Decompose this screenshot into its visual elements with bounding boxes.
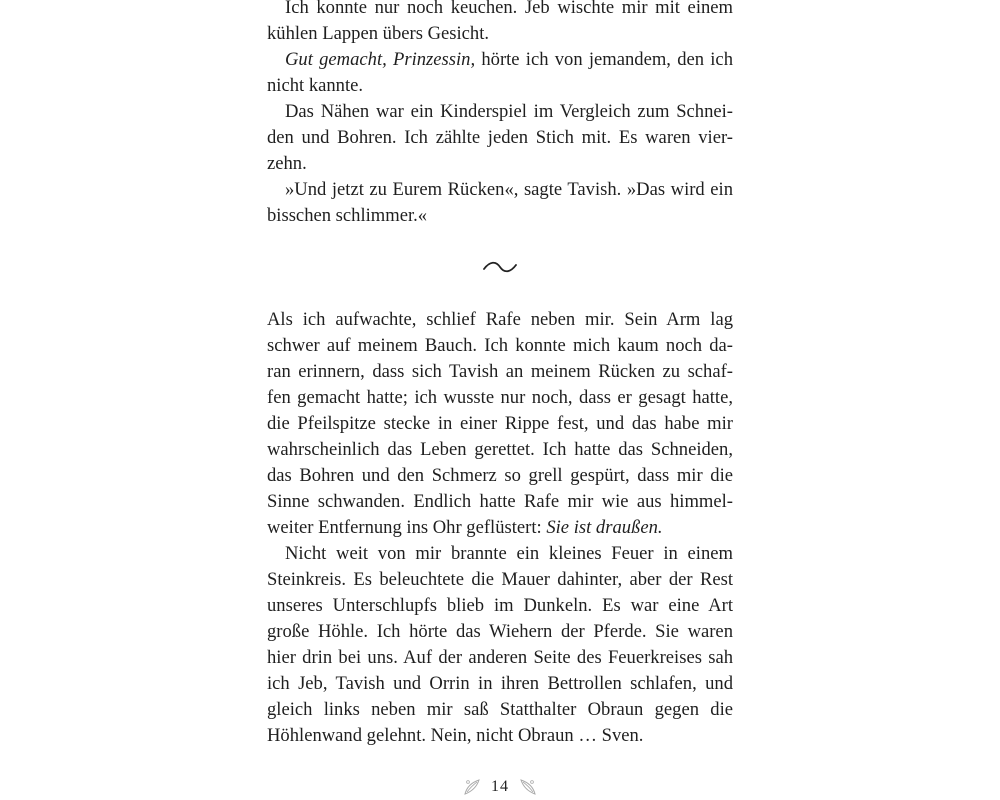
text-block-top: [267, 0, 733, 229]
text-line: [267, 619, 733, 645]
line-text: ran erinnern, dass sich Tavish an meinem Rücken zu schaf-: [267, 361, 733, 382]
text-line: [267, 307, 733, 333]
text-line: [267, 99, 733, 125]
line-text: unseres Unterschlupfs blieb im Dunkeln. Es war eine Art: [267, 595, 733, 616]
text-line: [267, 541, 733, 567]
page-footer: [0, 774, 1000, 800]
text-line: [267, 515, 733, 541]
text-line: [267, 73, 733, 99]
line-text: zehn.: [267, 153, 307, 174]
page-number: 14: [491, 778, 509, 795]
text-line: [267, 177, 733, 203]
line-text: schwer auf meinem Bauch. Ich konnte mich kaum noch da-: [267, 335, 733, 356]
line-text: gleich links neben mir saß Statthalter Obraun gegen die: [267, 699, 733, 720]
text-line: [267, 0, 733, 21]
line-text: Das Nähen war ein Kinderspiel im Vergleich zum Schnei-: [285, 101, 733, 122]
line-text: ich Jeb, Tavish und Orrin in ihren Bettrollen schlafen, und: [267, 673, 733, 694]
leaf-flourish-icon: [517, 776, 539, 798]
line-text: Steinkreis. Es beleuchtete die Mauer dahinter, aber der Rest: [267, 569, 733, 590]
text-line: [267, 151, 733, 177]
italic-text: Gut gemacht, Prinzessin,: [285, 49, 476, 70]
line-text: bisschen schlimmer.«: [267, 205, 428, 226]
line-text: große Höhle. Ich hörte das Wiehern der Pferde. Sie waren: [267, 621, 733, 642]
text-line: [267, 437, 733, 463]
tilde-ornament-icon: [482, 258, 518, 276]
text-line: [267, 203, 733, 229]
text-line: [267, 489, 733, 515]
line-text: hier drin bei uns. Auf der anderen Seite des Feuerkreises sah: [267, 647, 733, 668]
text-line: [267, 385, 733, 411]
text-line: [267, 47, 733, 73]
line-text: Höhlenwand gelehnt. Nein, nicht Obraun … Sven.: [267, 725, 644, 746]
text-line: [267, 21, 733, 47]
text-line: [267, 593, 733, 619]
text-line: [267, 333, 733, 359]
text-line: [267, 697, 733, 723]
line-text: Ich konnte nur noch keuchen. Jeb wischte mir mit einem: [285, 0, 733, 18]
line-text: Nicht weit von mir brannte ein kleines Feuer in einem: [285, 543, 733, 564]
text-line: [267, 411, 733, 437]
line-text: fen gemacht hatte; ich wusste nur noch, dass er gesagt hatte,: [267, 387, 733, 408]
leaf-flourish-icon: [461, 776, 483, 798]
line-text: Als ich aufwachte, schlief Rafe neben mir. Sein Arm lag: [267, 309, 733, 330]
text-line: [267, 567, 733, 593]
line-text: wahrscheinlich das Leben gerettet. Ich hatte das Schneiden,: [267, 439, 733, 460]
text-line: [267, 645, 733, 671]
line-text: das Bohren und den Schmerz so grell gespürt, dass mir die: [267, 465, 733, 486]
line-text: weiter Entfernung ins Ohr geflüstert:: [267, 517, 547, 538]
line-text: die Pfeilspitze stecke in einer Rippe fest, und das habe mir: [267, 413, 733, 434]
italic-text: Sie ist draußen.: [546, 517, 663, 538]
text-line: [267, 671, 733, 697]
text-line: [267, 359, 733, 385]
line-text: nicht kannte.: [267, 75, 364, 96]
text-line: [267, 723, 733, 749]
text-line: [267, 463, 733, 489]
line-text: den und Bohren. Ich zählte jeden Stich mit. Es waren vier-: [267, 127, 733, 148]
text-line: [267, 125, 733, 151]
line-text: kühlen Lappen übers Gesicht.: [267, 23, 490, 44]
line-text: hörte ich von jemandem, den ich: [475, 49, 733, 70]
line-text: »Und jetzt zu Eurem Rücken«, sagte Tavish. »Das wird ein: [285, 179, 733, 200]
line-text: Sinne schwanden. Endlich hatte Rafe mir wie aus himmel-: [267, 491, 733, 512]
text-block-bottom: [267, 307, 733, 749]
